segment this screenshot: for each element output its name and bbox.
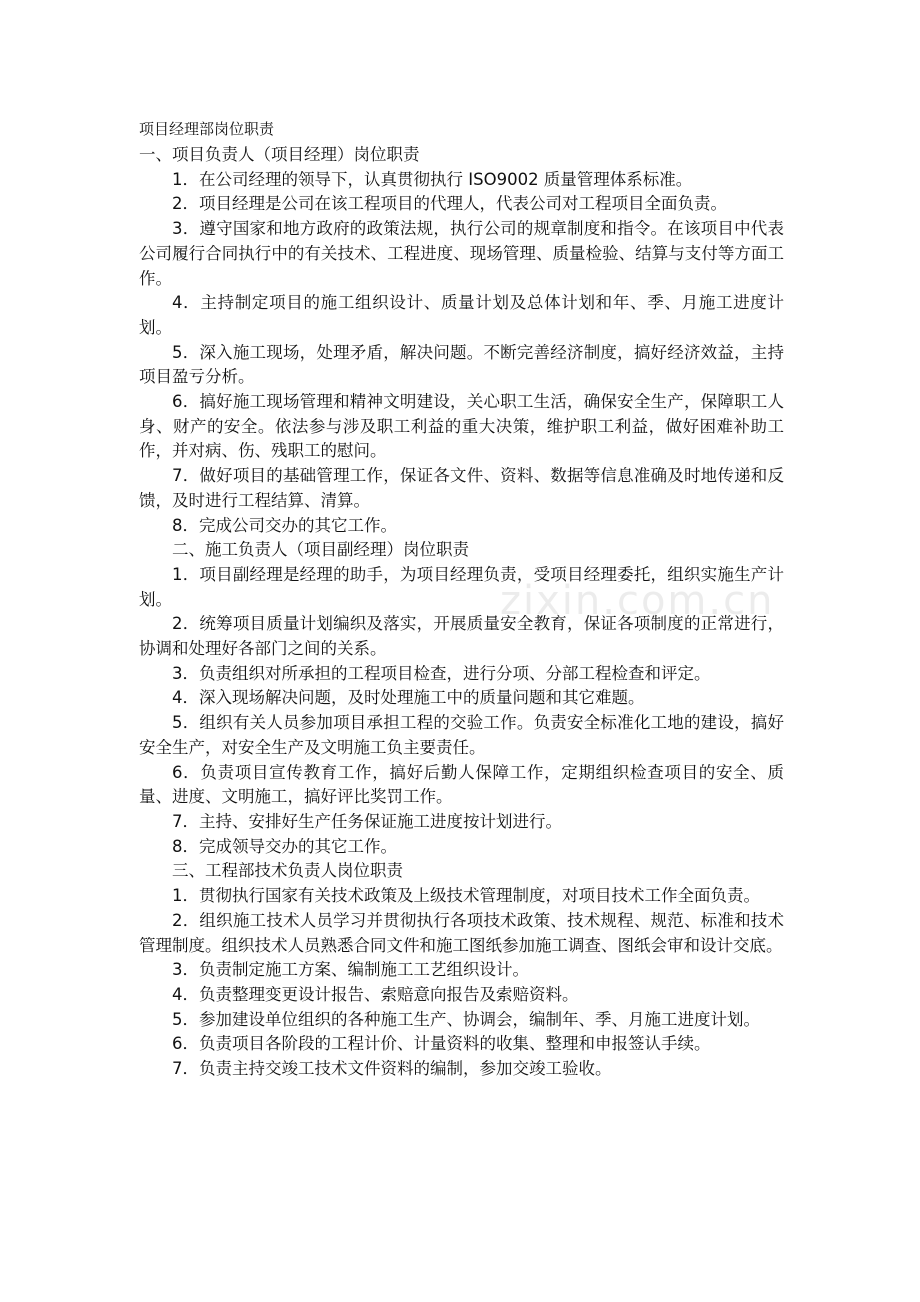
paragraph: 3．负责制定施工方案、编制施工工艺组织设计。 <box>172 960 529 980</box>
paragraph: 4．负责整理变更设计报告、索赔意向报告及索赔资料。 <box>172 984 579 1004</box>
watermark: zixin.com.cn <box>500 578 775 624</box>
paragraph: 8．完成领导交办的其它工作。 <box>172 836 397 856</box>
paragraph: 2．组织施工技术人员学习并贯彻执行各项技术政策、技术规程、规范、标准和技术管理制度。组织技术人员熟悉合同文件和施工图纸参加施工调查、图纸会审和设计交底。 <box>139 910 784 955</box>
paragraph: 3．负责组织对所承担的工程项目检查，进行分项、分部工程检查和评定。 <box>172 663 711 683</box>
paragraph: 1．贯彻执行国家有关技术政策及上级技术管理制度，对项目技术工作全面负责。 <box>172 886 760 906</box>
paragraph: 5．组织有关人员参加项目承担工程的交验工作。负责安全标准化工地的建设，搞好安全生产，对安全生产及文明施工负主要责任。 <box>139 713 784 757</box>
paragraph: 6．负责项目宣传教育工作，搞好后勤人保障工作，定期组织检查项目的安全、质量、进度、文明施工，搞好评比奖罚工作。 <box>139 762 784 807</box>
paragraph: 3．遵守国家和地方政府的政策法规，执行公司的规章制度和指令。在该项目中代表公司履行合同执行中的有关技术、工程进度、现场管理、质量检验、结算与支付等方面工作。 <box>139 219 784 288</box>
document-title: 项目经理部岗位职责 <box>139 120 275 138</box>
paragraph: 7．负责主持交竣工技术文件资料的编制，参加交竣工验收。 <box>172 1059 612 1079</box>
paragraph: 7．主持、安排好生产任务保证施工进度按计划进行。 <box>172 811 562 831</box>
paragraph: 6．搞好施工现场管理和精神文明建设，关心职工生活，确保安全生产，保障职工人身、财产的安全。依法参与涉及职工利益的重大决策，维护职工利益，做好困难补助工作，并对病、伤、残职工的慰问。 <box>139 392 784 461</box>
section-heading: 三、工程部技术负责人岗位职责 <box>172 861 403 881</box>
paragraph: 2．统筹项目质量计划编织及落实，开展质量安全教育，保证各项制度的正常进行，协调和处理好各部门之间的关系。 <box>139 614 784 659</box>
document-body <box>139 143 784 1082</box>
paragraph: 6．负责项目各阶段的工程计价、计量资料的收集、整理和申报签认手续。 <box>172 1034 711 1054</box>
paragraph: 5．参加建设单位组织的各种施工生产、协调会，编制年、季、月施工进度计划。 <box>172 1009 760 1029</box>
section-heading: 一、项目负责人（项目经理）岗位职责 <box>139 145 420 164</box>
paragraph: 2．项目经理是公司在该工程项目的代理人，代表公司对工程项目全面负责。 <box>172 194 727 214</box>
paragraph: 8．完成公司交办的其它工作。 <box>172 515 397 535</box>
paragraph: 4．主持制定项目的施工组织设计、质量计划及总体计划和年、季、月施工进度计划。 <box>139 293 784 337</box>
paragraph: 7．做好项目的基础管理工作，保证各文件、资料、数据等信息准确及时地传递和反馈，及时进行工程结算、清算。 <box>139 466 784 510</box>
section-heading: 二、施工负责人（项目副经理）岗位职责 <box>172 540 469 560</box>
paragraph: 5．深入施工现场，处理矛盾，解决问题。不断完善经济制度，搞好经济效益，主持项目盈亏分析。 <box>139 342 784 387</box>
paragraph: 1．项目副经理是经理的助手，为项目经理负责，受项目经理委托，组织实施生产计划。 <box>139 564 784 609</box>
paragraph: 1．在公司经理的领导下，认真贯彻执行 ISO9002 质量管理体系标准。 <box>172 169 693 189</box>
paragraph: 4．深入现场解决问题，及时处理施工中的质量问题和其它难题。 <box>172 688 645 708</box>
